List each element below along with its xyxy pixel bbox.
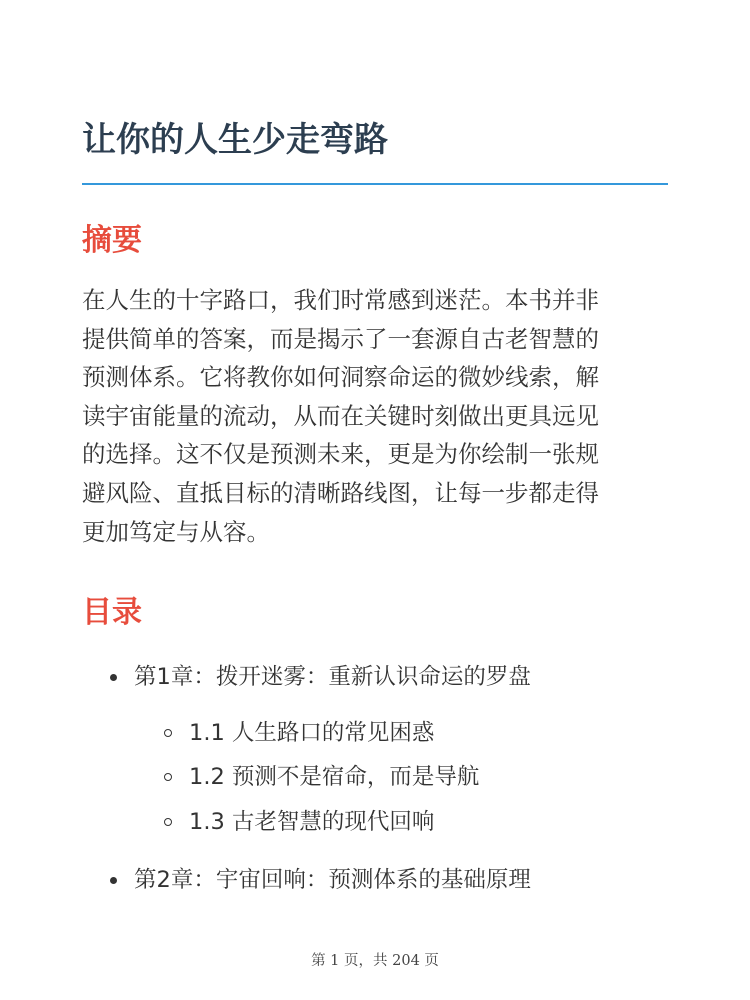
summary-line: 的选择。这不仅是预测未来，更是为你绘制一张规 xyxy=(82,440,599,469)
summary-line: 提供简单的答案，而是揭示了一套源自古老智慧的 xyxy=(82,324,599,353)
toc-chapter-2[interactable]: 第2章：宇宙回响：预测体系的基础原理 xyxy=(134,867,531,893)
summary-line: 更加笃定与从容。 xyxy=(82,517,270,546)
summary-paragraph xyxy=(82,281,682,551)
page-footer: 第 1 页，共 204 页 xyxy=(311,953,439,969)
title-divider xyxy=(82,183,668,185)
toc-section-1-1[interactable]: 1.1 人生路口的常见困惑 xyxy=(189,720,435,746)
toc-chapter-1[interactable]: 第1章：拨开迷雾：重新认识命运的罗盘 xyxy=(134,664,531,690)
bullet-disc-icon xyxy=(110,877,117,884)
bullet-circle-icon xyxy=(164,818,172,826)
summary-line: 避风险、直抵目标的清晰路线图，让每一步都走得 xyxy=(82,478,599,507)
bullet-disc-icon xyxy=(110,674,117,681)
page-title: 让你的人生少走弯路 xyxy=(82,120,388,160)
summary-line: 在人生的十字路口，我们时常感到迷茫。本书并非 xyxy=(82,286,599,314)
toc-heading: 目录 xyxy=(82,595,142,630)
summary-line: 预测体系。它将教你如何洞察命运的微妙线索，解 xyxy=(82,363,599,392)
summary-heading: 摘要 xyxy=(82,223,142,258)
toc-section-1-3[interactable]: 1.3 古老智慧的现代回响 xyxy=(189,809,435,835)
summary-line: 读宇宙能量的流动，从而在关键时刻做出更具远见 xyxy=(82,401,599,430)
bullet-circle-icon xyxy=(164,729,172,737)
toc-section-1-2[interactable]: 1.2 预测不是宿命，而是导航 xyxy=(189,764,480,790)
bullet-circle-icon xyxy=(164,773,172,781)
